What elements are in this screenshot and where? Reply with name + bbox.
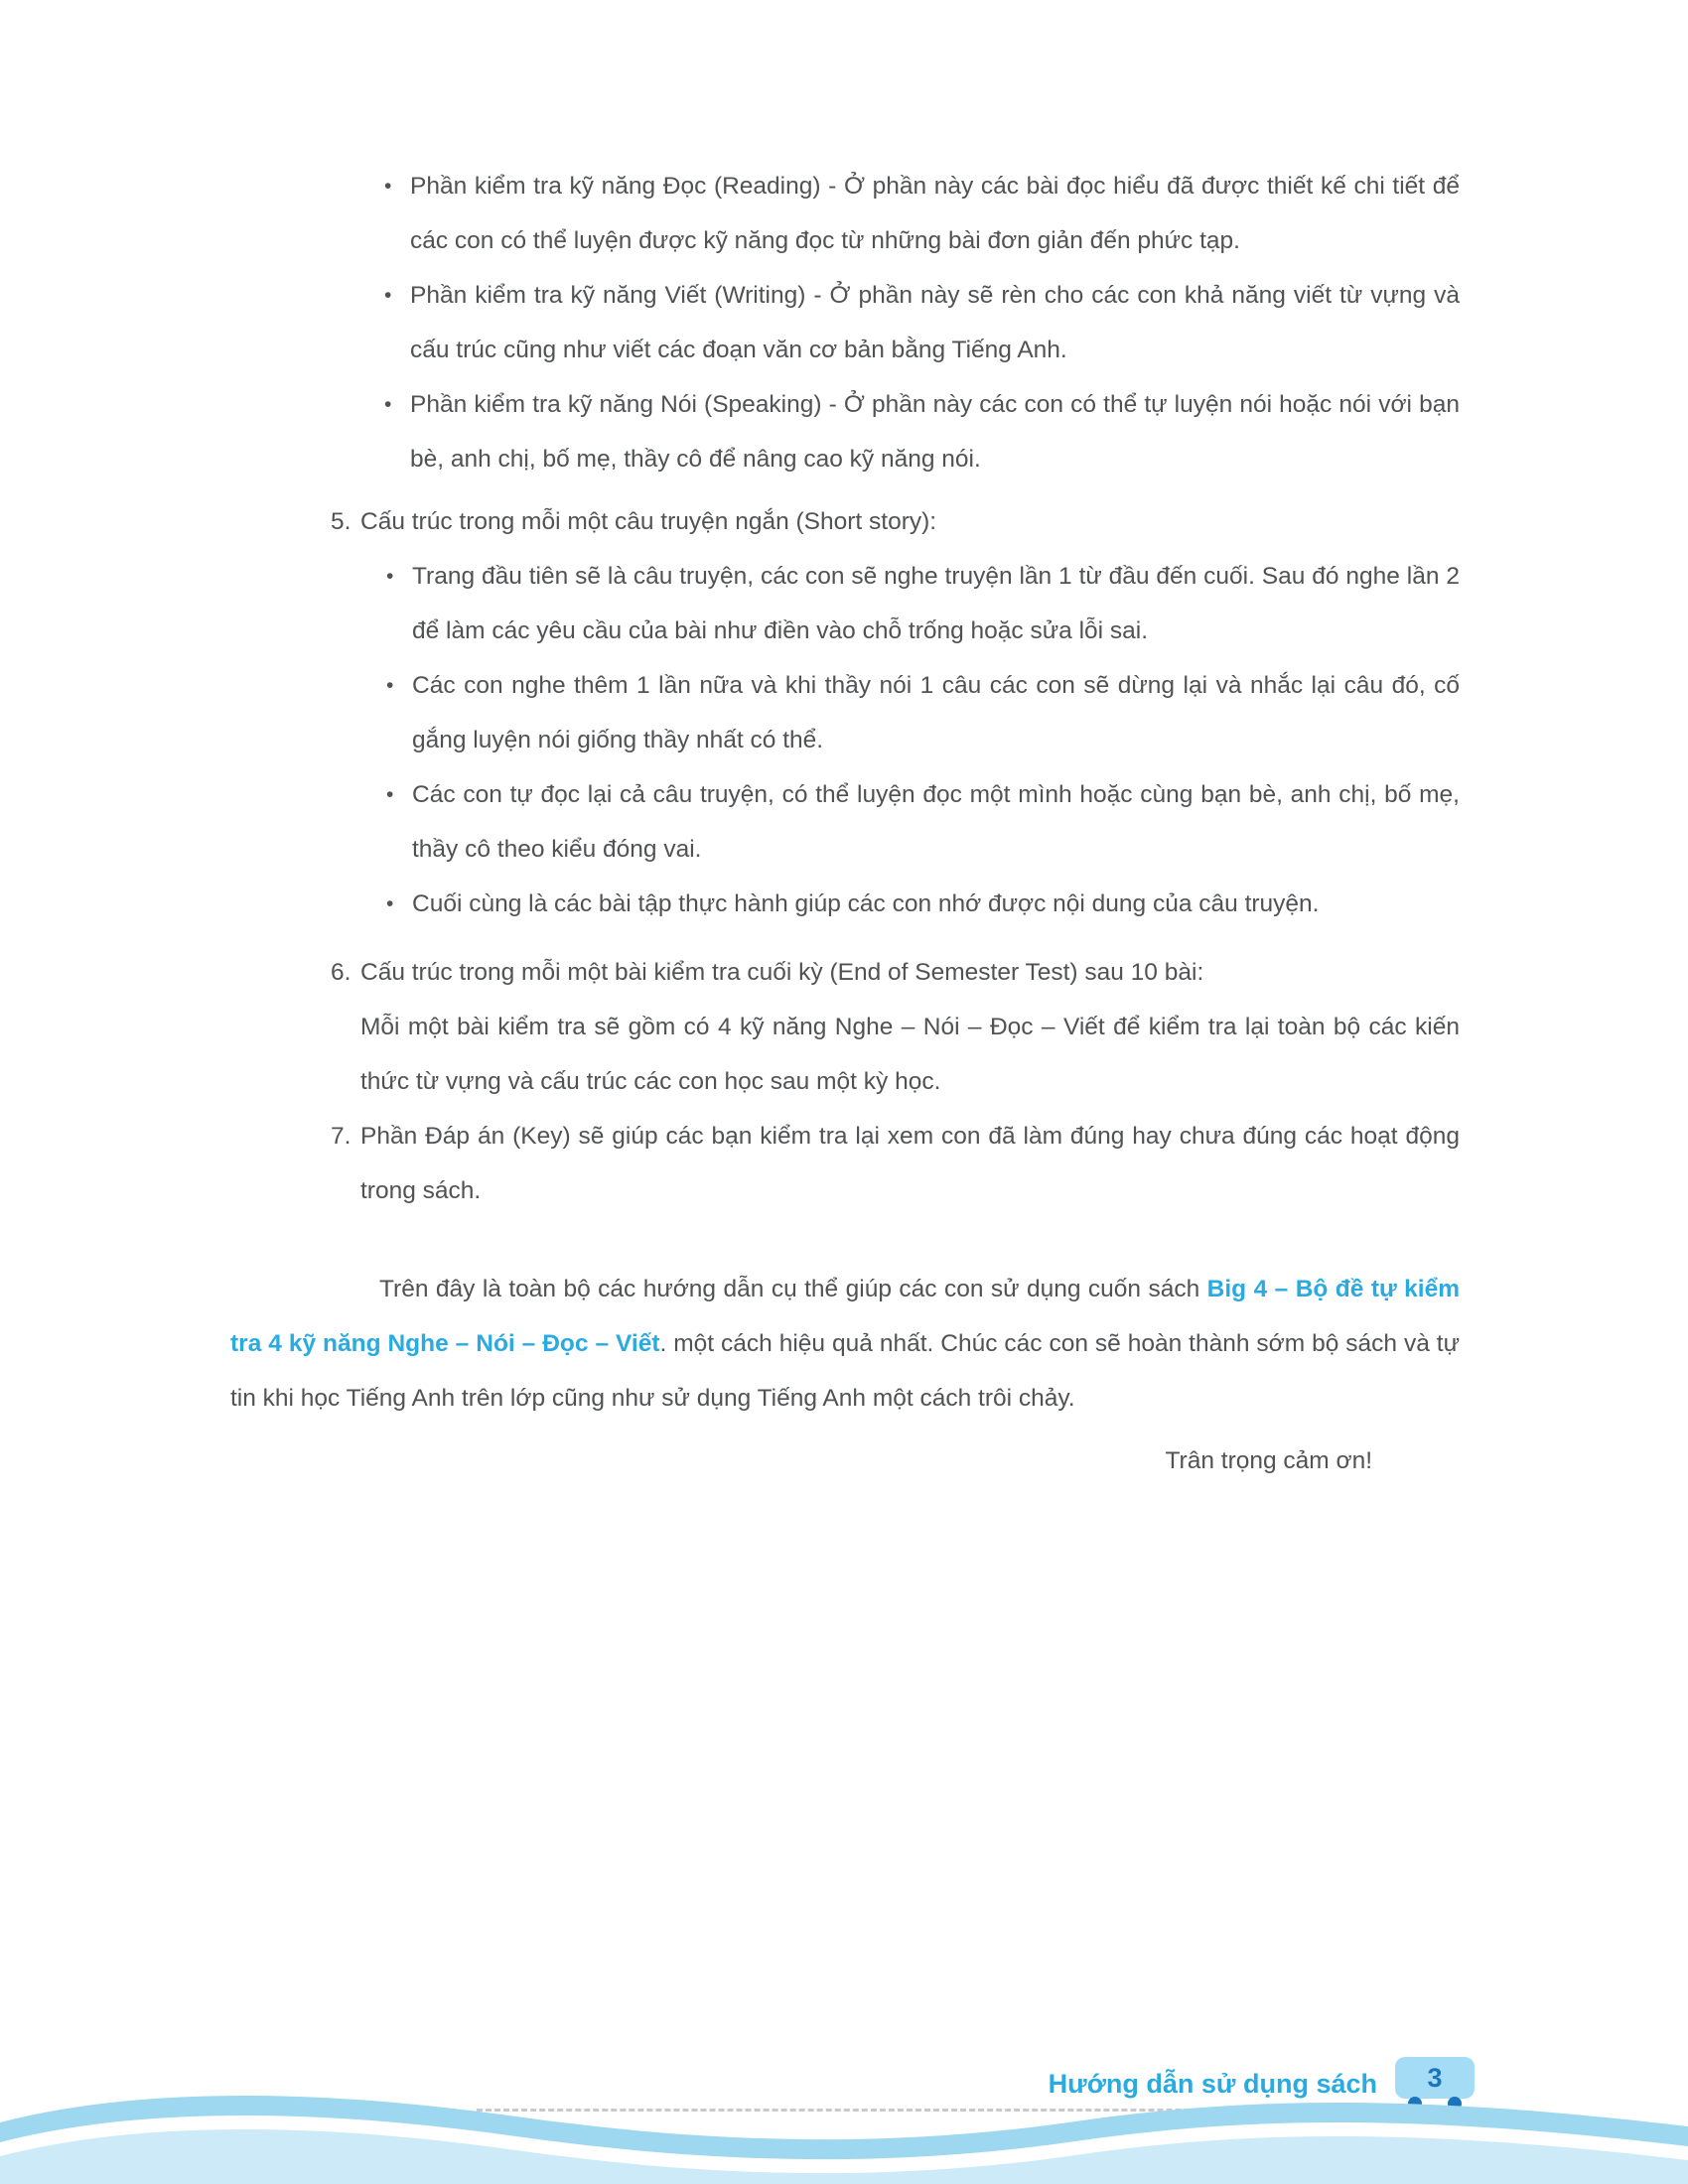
numbered-item-7 bbox=[331, 1109, 1460, 1218]
item-number: 7. bbox=[331, 1123, 352, 1150]
item-number: 5. bbox=[331, 508, 352, 535]
list-item-text: Phần kiểm tra kỹ năng Nói (Speaking) - Ở phần này các con có thể tự luyện nói hoặc nói với bạn bè, anh chị, bố mẹ, thầy cô để nâng cao kỹ năng nói. bbox=[410, 391, 1460, 473]
item-7-body-wrap bbox=[360, 1109, 1460, 1218]
bullet-icon: • bbox=[384, 284, 392, 307]
bullet-icon: • bbox=[386, 892, 394, 915]
numbered-item-6 bbox=[331, 945, 1460, 1109]
item-number: 6. bbox=[331, 959, 352, 986]
list-item-text: Cuối cùng là các bài tập thực hành giúp các con nhớ được nội dung của câu truyện. bbox=[412, 890, 1320, 917]
closing-text-2: . một cách hiệu quả nhất. Chúc các con sẽ hoàn thành sớm bộ sách và tự tin khi học Tiếng Anh trên lớp cũng như sử dụng Tiếng Anh một cách trôi chảy. bbox=[230, 1330, 1460, 1412]
closing-paragraph bbox=[230, 1262, 1460, 1426]
bullet-icon: • bbox=[384, 393, 392, 416]
page-content bbox=[230, 159, 1460, 1488]
item-6-body: Mỗi một bài kiểm tra sẽ gồm có 4 kỹ năng Nghe – Nói – Đọc – Viết để kiểm tra lại toàn bộ các kiến thức từ vựng và cấu trúc các con học sau một kỳ học. bbox=[360, 1014, 1460, 1095]
item-5-body bbox=[360, 494, 1460, 931]
list-item bbox=[386, 658, 1460, 767]
list-item-text: Trang đầu tiên sẽ là câu truyện, các con sẽ nghe truyện lần 1 từ đầu đến cuối. Sau đó nghe lần 2 để làm các yêu cầu của bài như điền vào chỗ trống hoặc sửa lỗi sai. bbox=[412, 563, 1460, 644]
list-item-text: Các con nghe thêm 1 lần nữa và khi thầy nói 1 câu các con sẽ dừng lại và nhắc lại câu đó, cố gắng luyện nói giống thầy nhất có thể. bbox=[412, 672, 1460, 753]
item-6-body-wrap bbox=[360, 945, 1460, 1109]
short-story-bullet-list bbox=[386, 549, 1460, 931]
list-item bbox=[384, 268, 1460, 377]
skills-bullet-list bbox=[384, 159, 1460, 486]
list-item bbox=[384, 159, 1460, 268]
footer-wave-decoration bbox=[0, 2062, 1688, 2184]
numbered-item-5 bbox=[331, 494, 1460, 931]
list-item bbox=[386, 549, 1460, 658]
bullet-icon: • bbox=[386, 565, 394, 588]
list-item bbox=[386, 767, 1460, 877]
footer-section-label: Hướng dẫn sử dụng sách bbox=[1048, 2069, 1377, 2099]
item-6-heading: Cấu trúc trong mỗi một bài kiểm tra cuối kỳ (End of Semester Test) sau 10 bài: bbox=[360, 959, 1204, 986]
list-item-text: Các con tự đọc lại cả câu truyện, có thể luyện đọc một mình hoặc cùng bạn bè, anh chị, bố mẹ, thầy cô theo kiểu đóng vai. bbox=[412, 781, 1460, 863]
list-item bbox=[386, 877, 1460, 931]
bullet-icon: • bbox=[386, 783, 394, 806]
bullet-icon: • bbox=[384, 175, 392, 198]
list-item-text: Phần kiểm tra kỹ năng Đọc (Reading) - Ở phần này các bài đọc hiểu đã được thiết kế chi tiết để các con có thể luyện được kỹ năng đọc từ những bài đơn giản đến phức tạp. bbox=[410, 173, 1460, 254]
item-7-body: Phần Đáp án (Key) sẽ giúp các bạn kiểm tra lại xem con đã làm đúng hay chưa đúng các hoạt động trong sách. bbox=[360, 1123, 1460, 1204]
closing-text-1: Trên đây là toàn bộ các hướng dẫn cụ thể giúp các con sử dụng cuốn sách bbox=[379, 1276, 1207, 1302]
item-5-heading: Cấu trúc trong mỗi một câu truyện ngắn (Short story): bbox=[360, 508, 937, 535]
list-item-text: Phần kiểm tra kỹ năng Viết (Writing) - Ở phần này sẽ rèn cho các con khả năng viết từ vựng và cấu trúc cũng như viết các đoạn văn cơ bản bằng Tiếng Anh. bbox=[410, 282, 1460, 363]
book-title-highlight: Big 4 – Bộ đề tự kiểm tra 4 kỹ năng Nghe – Nói – Đọc – Viết bbox=[230, 1276, 1461, 1357]
list-item bbox=[384, 377, 1460, 486]
thanks-line: Trân trọng cảm ơn! bbox=[1165, 1447, 1372, 1474]
bullet-icon: • bbox=[386, 674, 394, 697]
page-number: 3 bbox=[1427, 2062, 1443, 2093]
